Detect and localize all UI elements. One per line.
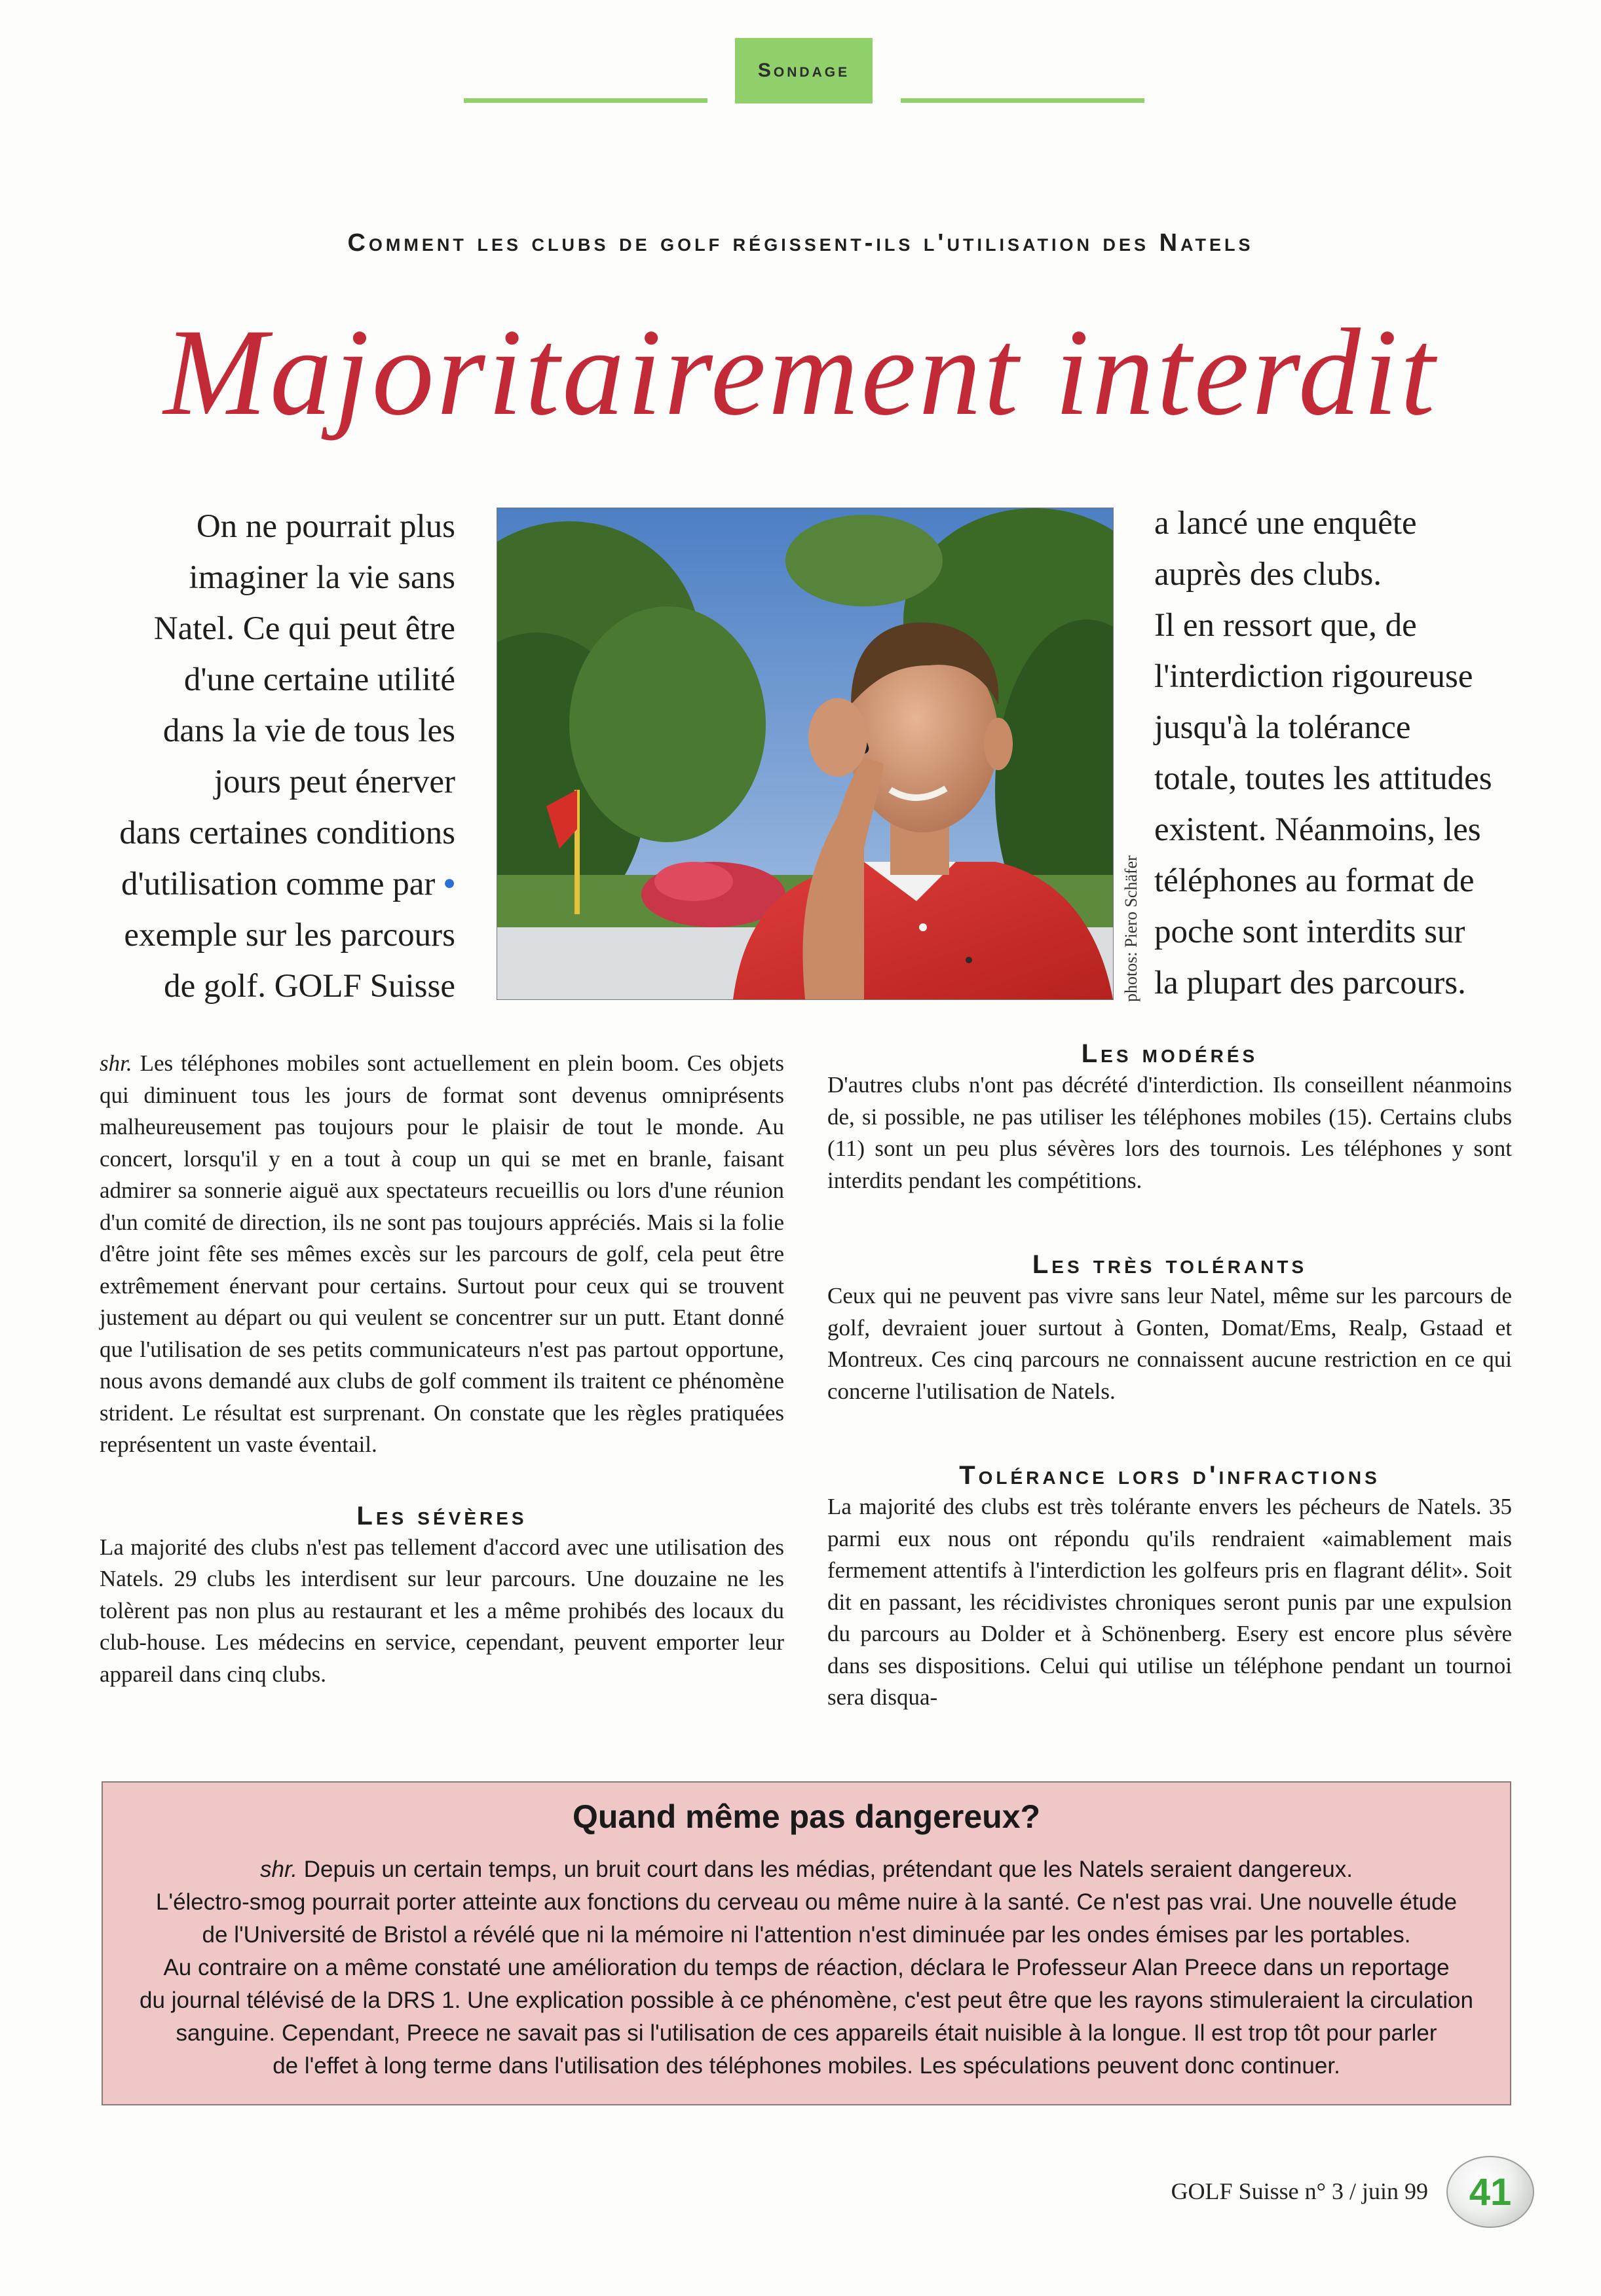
body-paragraph xyxy=(100,1048,784,1461)
box-line: de l'effet à long terme dans l'utilisation des téléphones mobiles. Les spéculations peuvent donc continuer. xyxy=(273,2053,1340,2079)
intro-line: a lancé une enquête xyxy=(1154,505,1417,542)
header-rule-right xyxy=(901,98,1144,103)
intro-right xyxy=(1154,498,1521,1009)
section-text-tolerance: La majorité des clubs est très tolérante envers les pécheurs de Natels. 35 parmi eux nous ont répondu qu'ils rendraient «aimablement mais fermement attentifs à l'interdiction les golfeurs pris en flagrant délit». Soit dit en passant, les récidivistes chroniques seront punis par une expulsion du parcours au Dolder et à Schönenberg. Esery est encore plus sévère dans ses dispositions. Celui qui utilise un téléphone pendant un tournoi sera disqua- xyxy=(827,1494,1512,1710)
intro-line: Il en ressort que, de xyxy=(1154,607,1417,644)
box-line: du journal télévisé de la DRS 1. Une explication possible à ce phénomène, c'est peut être que les rayons stimuleraient la circulation xyxy=(140,1988,1473,2013)
section-text-severes: La majorité des clubs n'est pas tellement d'accord avec une utilisation des Natels. 29 clubs les interdisent sur leur parcours. Une douzaine ne les tolèrent pas non plus au restaurant et les a même prohibés des locaux du club-house. Les médecins en service, cependant, peuvent emporter leur appareil dans cinq clubs. xyxy=(100,1534,784,1687)
section-badge: Sondage xyxy=(735,38,873,103)
body-column-left xyxy=(100,1048,784,1690)
intro-line: jours peut énerver xyxy=(214,764,455,800)
photo-credit: photos: Piero Schäfer xyxy=(1121,855,1140,1002)
intro-line: jusqu'à la tolérance xyxy=(1154,709,1411,746)
footer-publication: GOLF Suisse n° 3 / juin 99 xyxy=(1171,2178,1428,2204)
intro-line: dans certaines conditions xyxy=(119,815,455,851)
info-box-title: Quand même pas dangereux? xyxy=(572,1798,1041,1835)
subheading-moderes: Les modérés xyxy=(1081,1039,1258,1068)
header-rule-left xyxy=(464,98,707,103)
intro-line: On ne pourrait plus xyxy=(196,508,455,545)
blue-dot-icon: • xyxy=(443,866,455,902)
intro-line: téléphones au format de xyxy=(1154,862,1475,899)
intro-left xyxy=(85,501,455,1012)
intro-line: la plupart des parcours. xyxy=(1154,965,1466,1001)
page-number-golfball: 41 xyxy=(1446,2156,1534,2228)
intro-line-text: d'utilisation comme par xyxy=(121,866,436,902)
intro-line: totale, toutes les attitudes xyxy=(1154,760,1492,797)
article-headline: Majoritairement interdit xyxy=(163,304,1438,441)
box-author: shr. xyxy=(260,1857,298,1882)
info-box-body xyxy=(121,1853,1492,2083)
intro-line: poche sont interdits sur xyxy=(1154,914,1465,950)
article-photo xyxy=(497,508,1114,1000)
body-column-right xyxy=(827,1038,1512,1714)
subheading-severes: Les sévères xyxy=(356,1501,527,1530)
intro-line: l'interdiction rigoureuse xyxy=(1154,658,1473,695)
intro-line: d'une certaine utilité xyxy=(183,661,455,698)
subheading-tres-tolerants: Les très tolérants xyxy=(1032,1250,1308,1279)
intro-line: de golf. GOLF Suisse xyxy=(164,968,455,1005)
section-text-moderes: D'autres clubs n'ont pas décrété d'interdiction. Ils conseillent néanmoins de, si possible, ne pas utiliser les téléphones mobiles (15). Certains clubs (11) sont un peu plus sévères lors des tournois. Les téléphones y sont interdits pendant les compétitions. xyxy=(827,1072,1512,1193)
intro-line: Natel. Ce qui peut être xyxy=(153,610,455,647)
box-line: Au contraire on a même constaté une amélioration du temps de réaction, déclara le Professeur Alan Preece dans un reportage xyxy=(163,1955,1450,1980)
intro-line: existent. Néanmoins, les xyxy=(1154,811,1481,848)
box-line xyxy=(121,1853,1492,1886)
box-line: L'électro-smog pourrait porter atteinte aux fonctions du cerveau ou même nuire à la santé. Ce n'est pas vrai. Une nouvelle étude xyxy=(155,1889,1458,1915)
intro-line: auprès des clubs. xyxy=(1154,556,1382,593)
subheading-tolerance: Tolérance lors d'infractions xyxy=(959,1461,1380,1490)
section-text-tres-tolerants: Ceux qui ne peuvent pas vivre sans leur Natel, même sur les parcours de golf, devraient jouer surtout à Gonten, Domat/Ems, Realp, Gstaad et Montreux. Ces cinq parcours ne connaissent aucune restriction en ce qui concerne l'utilisation de Natels. xyxy=(827,1283,1512,1404)
box-line-text: Depuis un certain temps, un bruit court dans les médias, prétendant que les Natels seraient dangereux. xyxy=(303,1857,1353,1882)
body-text: Les téléphones mobiles sont actuellement en plein boom. Ces objets qui diminuent tous les jours de format sont devenus omniprésents malheureusement pas toujours pour le plaisir de tout le monde. Au concert, lorsqu'il y en a tout à coup un qui se met en branle, faisant admirer sa sonnerie aiguë aux spectateurs recueillis ou lors d'une réunion d'un comité de direction, ils ne sont pas toujours appréciés. Mais si la folie d'être joint fête ses mêmes excès sur les parcours de golf, cela peut être extrêmement énervant pour certains. Surtout pour ceux qui se trouvent justement au départ ou qui veulent se concentrer sur un putt. Etant donné que l'utilisation de ses petits communicateurs n'est pas partout opportune, nous avons demandé aux clubs de golf comment ils traitent ce phénomène strident. Le résultat est surprenant. On constate que les règles pratiquées représentent un vaste éventail. xyxy=(100,1050,784,1457)
intro-line xyxy=(85,859,455,910)
box-line: de l'Université de Bristol a révélé que ni la mémoire ni l'attention n'est diminuée par les ondes émises par les portables. xyxy=(202,1922,1411,1948)
intro-line: dans la vie de tous les xyxy=(162,713,455,749)
intro-line: imaginer la vie sans xyxy=(189,559,455,596)
intro-line: exemple sur les parcours xyxy=(124,917,455,954)
golfer-phone-illustration xyxy=(497,508,1113,999)
article-kicker: Comment les clubs de golf régissent-ils l'utilisation des Natels xyxy=(347,229,1254,257)
author-initials: shr. xyxy=(100,1050,132,1076)
box-line: sanguine. Cependant, Preece ne savait pas si l'utilisation de ces appareils était nuisible à la longue. Il est trop tôt pour parler xyxy=(176,2020,1437,2046)
